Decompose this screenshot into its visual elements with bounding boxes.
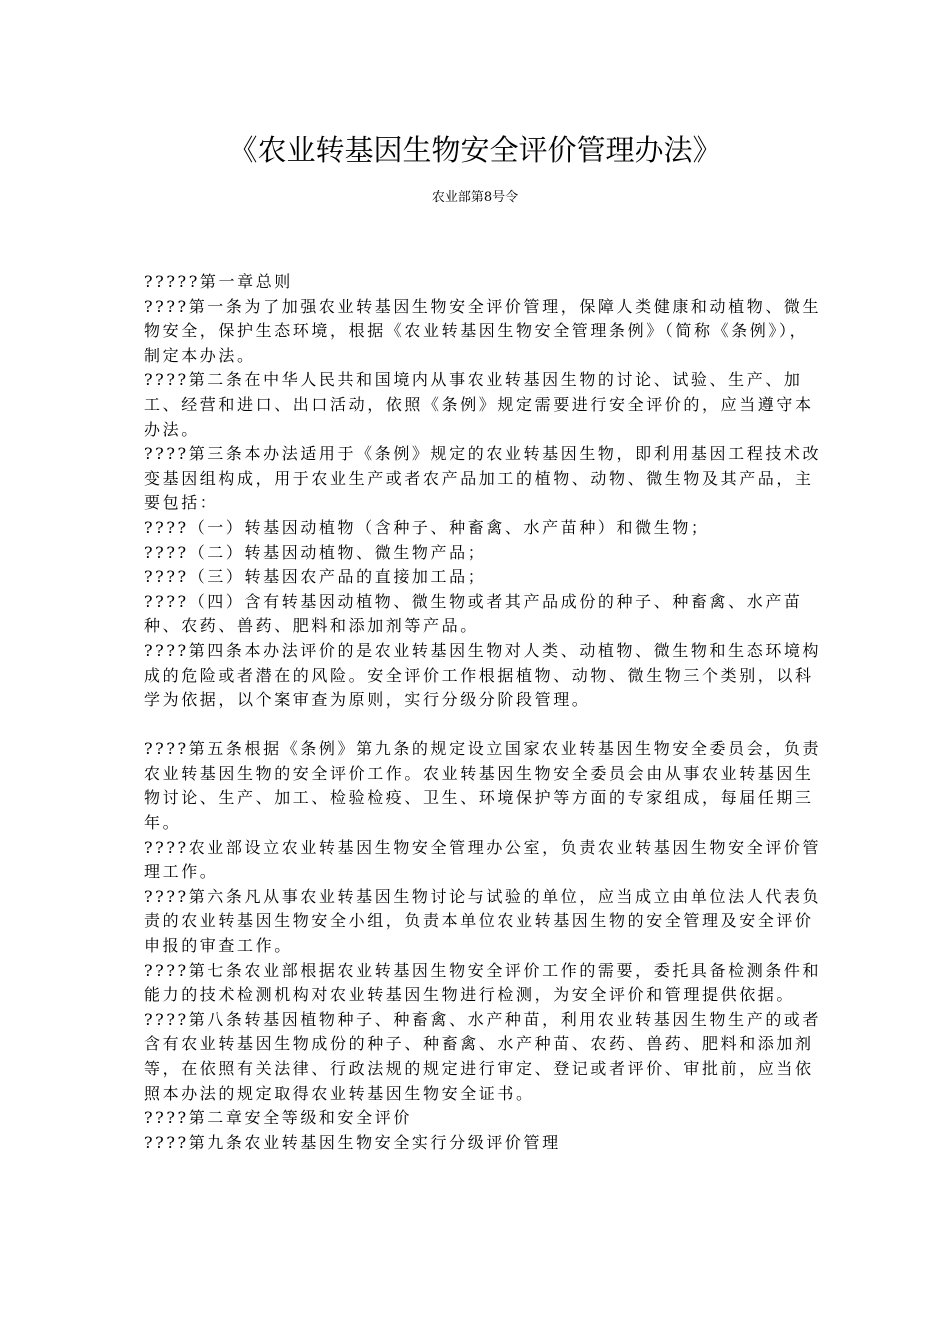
- list-item: ????（四）含有转基因动植物、微生物或者其产品成份的种子、种畜禽、水产苗种、农药、兽药、肥料和添加剂等产品。: [144, 591, 803, 636]
- paragraph: ????第六条凡从事农业转基因生物讨论与试验的单位，应当成立由单位法人代表负责的农业转基因生物安全小组，负责本单位农业转基因生物的安全管理及安全评价申报的审查工作。: [144, 886, 822, 956]
- paragraph: ????第八条转基因植物种子、种畜禽、水产种苗，利用农业转基因生物生产的或者含有农业转基因生物成份的种子、种畜禽、水产种苗、农药、兽药、肥料和添加剂等，在依照有关法律、行政法规的规定进行审定、登记或者评价、审批前，应当依照本办法的规定取得农业转基因生物安全证书。: [144, 1009, 822, 1103]
- paragraph: ????第四条本办法评价的是农业转基因生物对人类、动植物、微生物和生态环境构成的危险或者潜在的风险。安全评价工作根据植物、动物、微生物三个类别，以科学为依据，以个案审查为原则，实行分级分阶段管理。: [144, 640, 822, 710]
- paragraph: ????第九条农业转基因生物安全实行分级评价管理: [144, 1132, 561, 1152]
- chapter-heading: ????第二章安全等级和安全评价: [144, 1108, 412, 1128]
- chapter-heading: ?????第一章总则: [144, 272, 293, 291]
- paragraph: ????第一条为了加强农业转基因生物安全评价管理，保障人类健康和动植物、微生物安全，保护生态环境，根据《农业转基因生物安全管理条例》（简称《条例》），制定本办法。: [144, 296, 822, 365]
- paragraph: ????第五条根据《条例》第九条的规定设立国家农业转基因生物安全委员会，负责农业转基因生物的安全评价工作。农业转基因生物安全委员会由从事农业转基因生物讨论、生产、加工、检验检疫、卫生、环境保护等方面的专家组成，每届任期三年。: [144, 739, 822, 833]
- blank-line: [144, 713, 824, 738]
- paragraph: ????农业部设立农业转基因生物安全管理办公室，负责农业转基因生物安全评价管理工作。: [144, 837, 822, 882]
- paragraph: ????第二条在中华人民共和国境内从事农业转基因生物的讨论、试验、生产、加工、经营和进口、出口活动，依照《条例》规定需要进行安全评价的，应当遵守本办法。: [144, 370, 814, 439]
- document-subtitle: 农业部第8号令: [431, 190, 519, 205]
- list-item: ????（三）转基因农产品的直接加工品；: [144, 567, 487, 587]
- document-body: [144, 270, 824, 1155]
- document-title: 《农业转基因生物安全评价管理办法》: [228, 133, 722, 167]
- paragraph: ????第七条农业部根据农业转基因生物安全评价工作的需要，委托具备检测条件和能力的技术检测机构对农业转基因生物进行检测，为安全评价和管理提供依据。: [144, 960, 822, 1005]
- list-item: ????（二）转基因动植物、微生物产品；: [144, 542, 487, 562]
- list-item: ????（一）转基因动植物（含种子、种畜禽、水产苗种）和微生物；: [144, 517, 710, 537]
- paragraph: ????第三条本办法适用于《条例》规定的农业转基因生物，即利用基因工程技术改变基因组构成，用于农业生产或者农产品加工的植物、动物、微生物及其产品，主要包括：: [144, 444, 822, 513]
